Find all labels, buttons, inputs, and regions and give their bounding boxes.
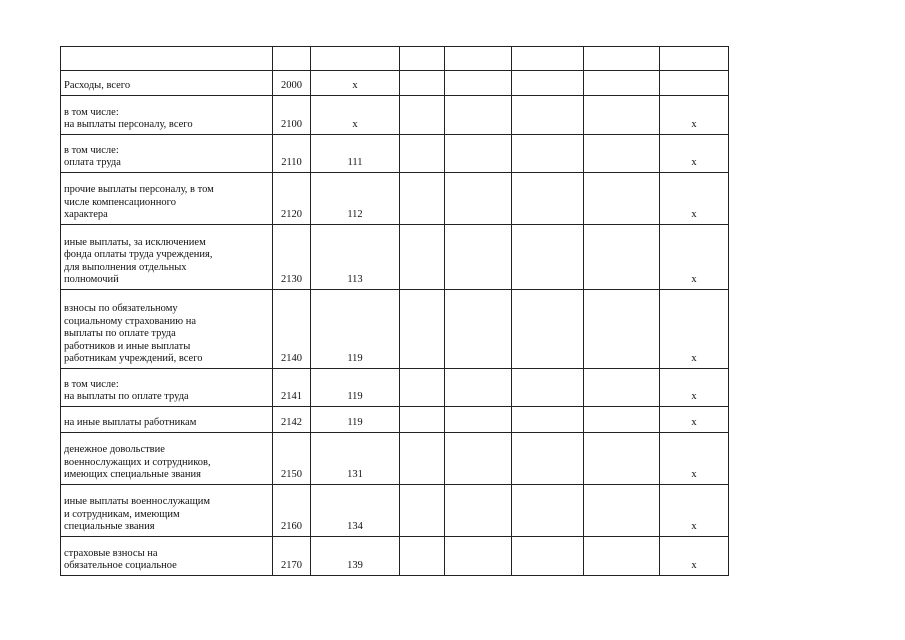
table-row — [61, 369, 729, 407]
row-empty-cell — [400, 71, 445, 96]
row-empty-cell — [512, 173, 584, 225]
table-row — [61, 47, 729, 71]
row-last-cell: x — [660, 135, 729, 173]
row-empty-cell — [512, 537, 584, 576]
table-row — [61, 173, 729, 225]
row-name-line: полномочий — [64, 274, 119, 286]
row-code-cell: 2142 — [273, 407, 311, 433]
row-name-cell — [61, 135, 273, 173]
row-last-cell: x — [660, 96, 729, 135]
row-code-cell: 2160 — [273, 485, 311, 537]
table-row — [61, 225, 729, 290]
row-kbk-cell: 119 — [311, 290, 400, 369]
row-name-cell — [61, 485, 273, 537]
row-code-cell: 2141 — [273, 369, 311, 407]
row-name-line: социальному страхованию на — [64, 315, 196, 327]
row-code-cell: 2000 — [273, 71, 311, 96]
row-code-cell: 2100 — [273, 96, 311, 135]
row-name-line: прочие выплаты персоналу, в том — [64, 184, 214, 196]
row-name-line: оплата труда — [64, 157, 121, 169]
row-empty-cell — [445, 433, 512, 485]
row-last-cell: x — [660, 290, 729, 369]
row-empty-cell — [400, 290, 445, 369]
table-body — [61, 47, 729, 576]
row-name-cell — [61, 96, 273, 135]
row-empty-cell — [584, 537, 660, 576]
row-code-cell: 2130 — [273, 225, 311, 290]
row-name-line: фонда оплаты труда учреждения, — [64, 249, 213, 261]
row-kbk-cell — [311, 47, 400, 71]
row-last-cell: x — [660, 173, 729, 225]
row-name-cell — [61, 47, 273, 71]
row-empty-cell — [400, 225, 445, 290]
row-code-cell: 2140 — [273, 290, 311, 369]
row-name-line: в том числе: — [64, 144, 119, 156]
row-empty-cell — [400, 173, 445, 225]
row-name-line: на иные выплаты работникам — [64, 417, 197, 429]
row-name-line: Расходы, всего — [64, 80, 131, 92]
row-empty-cell — [512, 369, 584, 407]
row-empty-cell — [400, 135, 445, 173]
row-name-cell — [61, 290, 273, 369]
row-empty-cell — [400, 47, 445, 71]
table-row — [61, 96, 729, 135]
row-empty-cell — [445, 407, 512, 433]
row-last-cell: x — [660, 485, 729, 537]
row-empty-cell — [512, 71, 584, 96]
row-name-line: обязательное социальное — [64, 560, 177, 572]
row-empty-cell — [584, 485, 660, 537]
row-name-line: на выплаты по оплате труда — [64, 391, 189, 403]
row-empty-cell — [400, 433, 445, 485]
row-empty-cell — [445, 71, 512, 96]
table-row — [61, 485, 729, 537]
row-last-cell: x — [660, 407, 729, 433]
row-name-line: иные выплаты, за исключением — [64, 236, 206, 248]
row-empty-cell — [400, 369, 445, 407]
row-empty-cell — [445, 225, 512, 290]
row-last-cell — [660, 47, 729, 71]
row-kbk-cell: x — [311, 96, 400, 135]
row-name-line: специальные звания — [64, 521, 155, 533]
row-empty-cell — [584, 369, 660, 407]
row-name-line: работников и иные выплаты — [64, 340, 191, 352]
row-kbk-cell: 139 — [311, 537, 400, 576]
table-row — [61, 407, 729, 433]
row-empty-cell — [400, 96, 445, 135]
row-name-cell — [61, 369, 273, 407]
table-row — [61, 71, 729, 96]
row-name-line: имеющих специальные звания — [64, 469, 201, 481]
row-name-line: в том числе: — [64, 378, 119, 390]
row-name-line: иные выплаты военнослужащим — [64, 496, 211, 508]
row-last-cell: x — [660, 537, 729, 576]
table-row — [61, 433, 729, 485]
row-empty-cell — [512, 135, 584, 173]
row-name-line: денежное довольствие — [64, 444, 165, 456]
row-code-cell: 2170 — [273, 537, 311, 576]
table-row — [61, 135, 729, 173]
row-last-cell: x — [660, 225, 729, 290]
row-name-line: на выплаты персоналу, всего — [64, 119, 193, 131]
row-kbk-cell: 131 — [311, 433, 400, 485]
row-empty-cell — [400, 485, 445, 537]
row-empty-cell — [584, 173, 660, 225]
row-kbk-cell: 119 — [311, 407, 400, 433]
row-empty-cell — [584, 135, 660, 173]
row-empty-cell — [584, 407, 660, 433]
row-empty-cell — [445, 369, 512, 407]
row-name-cell — [61, 537, 273, 576]
row-empty-cell — [512, 407, 584, 433]
row-empty-cell — [445, 96, 512, 135]
expenses-table — [60, 46, 729, 576]
row-empty-cell — [400, 407, 445, 433]
row-name-line: в том числе: — [64, 106, 119, 118]
row-kbk-cell: x — [311, 71, 400, 96]
row-empty-cell — [445, 485, 512, 537]
row-kbk-cell: 112 — [311, 173, 400, 225]
row-name-line: числе компенсационного — [64, 196, 176, 208]
row-name-line: страховые взносы на — [64, 547, 158, 559]
row-empty-cell — [584, 47, 660, 71]
row-name-cell — [61, 433, 273, 485]
row-last-cell: x — [660, 369, 729, 407]
row-empty-cell — [512, 290, 584, 369]
row-name-cell — [61, 71, 273, 96]
row-name-line: характера — [64, 209, 108, 221]
row-name-line: выплаты по оплате труда — [64, 328, 176, 340]
row-name-line: и сотрудникам, имеющим — [64, 508, 180, 520]
table-row — [61, 537, 729, 576]
row-empty-cell — [400, 537, 445, 576]
row-kbk-cell: 113 — [311, 225, 400, 290]
row-empty-cell — [512, 96, 584, 135]
row-last-cell — [660, 71, 729, 96]
row-name-line: для выполнения отдельных — [64, 261, 187, 273]
row-code-cell: 2120 — [273, 173, 311, 225]
row-empty-cell — [512, 433, 584, 485]
row-empty-cell — [584, 71, 660, 96]
row-last-cell: x — [660, 433, 729, 485]
row-empty-cell — [512, 225, 584, 290]
row-name-cell — [61, 225, 273, 290]
row-empty-cell — [584, 433, 660, 485]
row-code-cell: 2150 — [273, 433, 311, 485]
table-row — [61, 290, 729, 369]
row-name-cell — [61, 407, 273, 433]
row-kbk-cell: 119 — [311, 369, 400, 407]
row-empty-cell — [445, 537, 512, 576]
row-kbk-cell: 111 — [311, 135, 400, 173]
row-kbk-cell: 134 — [311, 485, 400, 537]
row-name-cell — [61, 173, 273, 225]
row-code-cell — [273, 47, 311, 71]
row-empty-cell — [512, 47, 584, 71]
row-name-line: взносы по обязательному — [64, 303, 178, 315]
row-empty-cell — [445, 173, 512, 225]
row-empty-cell — [584, 96, 660, 135]
row-empty-cell — [584, 290, 660, 369]
row-empty-cell — [512, 485, 584, 537]
row-name-line: работникам учреждений, всего — [64, 353, 203, 365]
row-empty-cell — [445, 135, 512, 173]
row-code-cell: 2110 — [273, 135, 311, 173]
row-empty-cell — [445, 290, 512, 369]
row-empty-cell — [445, 47, 512, 71]
row-name-line: военнослужащих и сотрудников, — [64, 456, 211, 468]
row-empty-cell — [584, 225, 660, 290]
